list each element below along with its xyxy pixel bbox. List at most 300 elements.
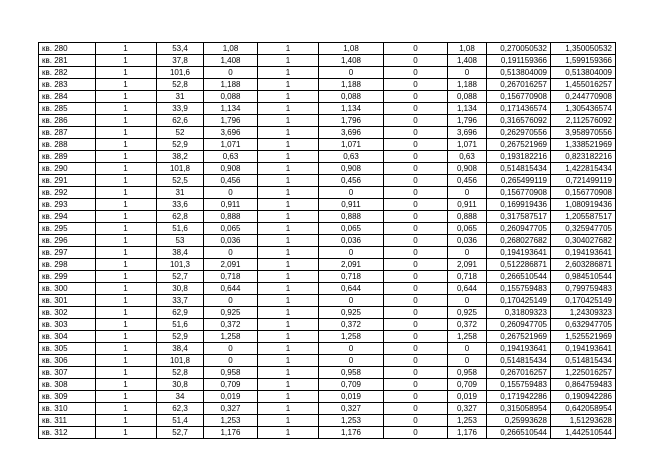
zero-cell: 0 — [384, 223, 448, 235]
table-row — [39, 175, 616, 187]
count-cell: 1 — [96, 307, 157, 319]
total-cell: 1,225016257 — [551, 367, 616, 379]
total-cell: 0,514815434 — [551, 355, 616, 367]
coef-cell: 1 — [258, 367, 319, 379]
area-cell: 37,8 — [157, 55, 204, 67]
value3-cell: 0,718 — [448, 271, 487, 283]
value3-cell: 0 — [448, 187, 487, 199]
count-cell: 1 — [96, 139, 157, 151]
share-cell: 0,265499119 — [487, 175, 551, 187]
value2-cell: 0,019 — [319, 391, 384, 403]
table-row — [39, 235, 616, 247]
zero-cell: 0 — [384, 235, 448, 247]
zero-cell: 0 — [384, 211, 448, 223]
count-cell: 1 — [96, 319, 157, 331]
apartment-cell: кв. 308 — [39, 379, 96, 391]
value2-cell: 0,644 — [319, 283, 384, 295]
total-cell: 2,112576092 — [551, 115, 616, 127]
area-cell: 33,7 — [157, 295, 204, 307]
total-cell: 1,205587517 — [551, 211, 616, 223]
count-cell: 1 — [96, 79, 157, 91]
table-body — [39, 43, 616, 439]
table-row — [39, 55, 616, 67]
share-cell: 0,156770908 — [487, 187, 551, 199]
zero-cell: 0 — [384, 247, 448, 259]
value3-cell: 0,327 — [448, 403, 487, 415]
apartment-cell: кв. 288 — [39, 139, 96, 151]
share-cell: 0,262970556 — [487, 127, 551, 139]
zero-cell: 0 — [384, 67, 448, 79]
apartment-cell: кв. 281 — [39, 55, 96, 67]
area-cell: 62,3 — [157, 403, 204, 415]
area-cell: 52,9 — [157, 331, 204, 343]
coef-cell: 1 — [258, 427, 319, 439]
apartment-cell: кв. 304 — [39, 331, 96, 343]
apartment-cell: кв. 300 — [39, 283, 96, 295]
value3-cell: 0 — [448, 343, 487, 355]
value3-cell: 0,958 — [448, 367, 487, 379]
coef-cell: 1 — [258, 235, 319, 247]
zero-cell: 0 — [384, 307, 448, 319]
zero-cell: 0 — [384, 319, 448, 331]
count-cell: 1 — [96, 271, 157, 283]
apartment-cell: кв. 289 — [39, 151, 96, 163]
total-cell: 0,190942286 — [551, 391, 616, 403]
total-cell: 1,24309323 — [551, 307, 616, 319]
apartment-cell: кв. 302 — [39, 307, 96, 319]
apartment-cell: кв. 295 — [39, 223, 96, 235]
area-cell: 33,6 — [157, 199, 204, 211]
value2-cell: 1,796 — [319, 115, 384, 127]
share-cell: 0,155759483 — [487, 379, 551, 391]
count-cell: 1 — [96, 379, 157, 391]
value2-cell: 0,036 — [319, 235, 384, 247]
share-cell: 0,260947705 — [487, 223, 551, 235]
coef-cell: 1 — [258, 211, 319, 223]
value-cell: 0 — [204, 355, 258, 367]
value-cell: 1,188 — [204, 79, 258, 91]
value-cell: 1,176 — [204, 427, 258, 439]
count-cell: 1 — [96, 235, 157, 247]
value3-cell: 0,088 — [448, 91, 487, 103]
zero-cell: 0 — [384, 295, 448, 307]
value-cell: 0,911 — [204, 199, 258, 211]
value-cell: 1,253 — [204, 415, 258, 427]
share-cell: 0,194193641 — [487, 343, 551, 355]
coef-cell: 1 — [258, 247, 319, 259]
count-cell: 1 — [96, 187, 157, 199]
value-cell: 0 — [204, 343, 258, 355]
coef-cell: 1 — [258, 415, 319, 427]
value3-cell: 2,091 — [448, 259, 487, 271]
table-row — [39, 355, 616, 367]
table-row — [39, 295, 616, 307]
share-cell: 0,512286871 — [487, 259, 551, 271]
share-cell: 0,315058954 — [487, 403, 551, 415]
value2-cell: 1,188 — [319, 79, 384, 91]
count-cell: 1 — [96, 103, 157, 115]
area-cell: 38,2 — [157, 151, 204, 163]
apartment-cell: кв. 280 — [39, 43, 96, 55]
table-row — [39, 127, 616, 139]
value2-cell: 1,134 — [319, 103, 384, 115]
table-row — [39, 163, 616, 175]
value2-cell: 0,088 — [319, 91, 384, 103]
count-cell: 1 — [96, 331, 157, 343]
value3-cell: 1,408 — [448, 55, 487, 67]
share-cell: 0,514815434 — [487, 163, 551, 175]
value-cell: 0 — [204, 295, 258, 307]
zero-cell: 0 — [384, 127, 448, 139]
value2-cell: 0 — [319, 67, 384, 79]
count-cell: 1 — [96, 223, 157, 235]
value3-cell: 0 — [448, 355, 487, 367]
total-cell: 2,603286871 — [551, 259, 616, 271]
share-cell: 0,266510544 — [487, 427, 551, 439]
zero-cell: 0 — [384, 79, 448, 91]
value3-cell: 0,911 — [448, 199, 487, 211]
apartment-cell: кв. 299 — [39, 271, 96, 283]
apartment-cell: кв. 287 — [39, 127, 96, 139]
coef-cell: 1 — [258, 103, 319, 115]
coef-cell: 1 — [258, 79, 319, 91]
value2-cell: 0,327 — [319, 403, 384, 415]
total-cell: 0,642058954 — [551, 403, 616, 415]
share-cell: 0,31809323 — [487, 307, 551, 319]
value-cell: 0,709 — [204, 379, 258, 391]
total-cell: 0,799759483 — [551, 283, 616, 295]
coef-cell: 1 — [258, 307, 319, 319]
table-row — [39, 343, 616, 355]
table-row — [39, 103, 616, 115]
table-row — [39, 331, 616, 343]
area-cell: 30,8 — [157, 379, 204, 391]
table-row — [39, 391, 616, 403]
total-cell: 0,325947705 — [551, 223, 616, 235]
coef-cell: 1 — [258, 379, 319, 391]
value2-cell: 1,071 — [319, 139, 384, 151]
table-row — [39, 427, 616, 439]
coef-cell: 1 — [258, 115, 319, 127]
count-cell: 1 — [96, 175, 157, 187]
total-cell: 1,350050532 — [551, 43, 616, 55]
value-cell: 0 — [204, 247, 258, 259]
count-cell: 1 — [96, 283, 157, 295]
total-cell: 0,984510544 — [551, 271, 616, 283]
coef-cell: 1 — [258, 331, 319, 343]
count-cell: 1 — [96, 247, 157, 259]
total-cell: 0,864759483 — [551, 379, 616, 391]
value2-cell: 0,456 — [319, 175, 384, 187]
value-cell: 1,08 — [204, 43, 258, 55]
share-cell: 0,171436574 — [487, 103, 551, 115]
area-cell: 52,7 — [157, 271, 204, 283]
apartment-cell: кв. 294 — [39, 211, 96, 223]
table-row — [39, 247, 616, 259]
zero-cell: 0 — [384, 391, 448, 403]
zero-cell: 0 — [384, 199, 448, 211]
value2-cell: 0,63 — [319, 151, 384, 163]
data-table — [38, 42, 616, 439]
count-cell: 1 — [96, 91, 157, 103]
zero-cell: 0 — [384, 187, 448, 199]
coef-cell: 1 — [258, 355, 319, 367]
zero-cell: 0 — [384, 151, 448, 163]
count-cell: 1 — [96, 115, 157, 127]
total-cell: 0,244770908 — [551, 91, 616, 103]
apartment-cell: кв. 292 — [39, 187, 96, 199]
area-cell: 101,6 — [157, 67, 204, 79]
count-cell: 1 — [96, 403, 157, 415]
value2-cell: 1,176 — [319, 427, 384, 439]
value-cell: 0,958 — [204, 367, 258, 379]
total-cell: 1,51293628 — [551, 415, 616, 427]
coef-cell: 1 — [258, 259, 319, 271]
zero-cell: 0 — [384, 403, 448, 415]
share-cell: 0,270050532 — [487, 43, 551, 55]
value-cell: 0,019 — [204, 391, 258, 403]
value-cell: 0,088 — [204, 91, 258, 103]
value3-cell: 1,176 — [448, 427, 487, 439]
apartment-cell: кв. 282 — [39, 67, 96, 79]
apartment-cell: кв. 285 — [39, 103, 96, 115]
value2-cell: 0,911 — [319, 199, 384, 211]
value2-cell: 1,408 — [319, 55, 384, 67]
value2-cell: 1,258 — [319, 331, 384, 343]
value2-cell: 0,925 — [319, 307, 384, 319]
apartment-cell: кв. 283 — [39, 79, 96, 91]
coef-cell: 1 — [258, 403, 319, 415]
apartment-cell: кв. 298 — [39, 259, 96, 271]
table-row — [39, 115, 616, 127]
total-cell: 1,422815434 — [551, 163, 616, 175]
apartment-cell: кв. 301 — [39, 295, 96, 307]
value3-cell: 0 — [448, 67, 487, 79]
value-cell: 3,696 — [204, 127, 258, 139]
share-cell: 0,514815434 — [487, 355, 551, 367]
zero-cell: 0 — [384, 283, 448, 295]
apartment-cell: кв. 303 — [39, 319, 96, 331]
count-cell: 1 — [96, 367, 157, 379]
table-row — [39, 307, 616, 319]
value-cell: 0,036 — [204, 235, 258, 247]
table-row — [39, 259, 616, 271]
coef-cell: 1 — [258, 187, 319, 199]
total-cell: 3,958970556 — [551, 127, 616, 139]
apartment-cell: кв. 307 — [39, 367, 96, 379]
total-cell: 0,632947705 — [551, 319, 616, 331]
coef-cell: 1 — [258, 151, 319, 163]
value2-cell: 1,08 — [319, 43, 384, 55]
zero-cell: 0 — [384, 355, 448, 367]
count-cell: 1 — [96, 355, 157, 367]
coef-cell: 1 — [258, 319, 319, 331]
value3-cell: 0,372 — [448, 319, 487, 331]
share-cell: 0,266510544 — [487, 271, 551, 283]
value-cell: 0,644 — [204, 283, 258, 295]
share-cell: 0,513804009 — [487, 67, 551, 79]
value-cell: 0,327 — [204, 403, 258, 415]
table-row — [39, 139, 616, 151]
value3-cell: 1,253 — [448, 415, 487, 427]
coef-cell: 1 — [258, 91, 319, 103]
count-cell: 1 — [96, 391, 157, 403]
share-cell: 0,193182216 — [487, 151, 551, 163]
coef-cell: 1 — [258, 175, 319, 187]
value2-cell: 0,888 — [319, 211, 384, 223]
zero-cell: 0 — [384, 415, 448, 427]
table-row — [39, 43, 616, 55]
value3-cell: 0,019 — [448, 391, 487, 403]
spreadsheet-page — [38, 42, 615, 439]
value2-cell: 0,718 — [319, 271, 384, 283]
area-cell: 38,4 — [157, 343, 204, 355]
count-cell: 1 — [96, 427, 157, 439]
area-cell: 52,7 — [157, 427, 204, 439]
table-row — [39, 367, 616, 379]
value-cell: 2,091 — [204, 259, 258, 271]
total-cell: 0,156770908 — [551, 187, 616, 199]
value3-cell: 1,258 — [448, 331, 487, 343]
zero-cell: 0 — [384, 271, 448, 283]
zero-cell: 0 — [384, 379, 448, 391]
count-cell: 1 — [96, 295, 157, 307]
share-cell: 0,268027682 — [487, 235, 551, 247]
count-cell: 1 — [96, 343, 157, 355]
count-cell: 1 — [96, 163, 157, 175]
value-cell: 0,372 — [204, 319, 258, 331]
value3-cell: 3,696 — [448, 127, 487, 139]
table-row — [39, 67, 616, 79]
value-cell: 0,63 — [204, 151, 258, 163]
area-cell: 62,8 — [157, 211, 204, 223]
area-cell: 52,9 — [157, 139, 204, 151]
total-cell: 0,721499119 — [551, 175, 616, 187]
total-cell: 1,338521969 — [551, 139, 616, 151]
value2-cell: 0 — [319, 187, 384, 199]
share-cell: 0,170425149 — [487, 295, 551, 307]
table-row — [39, 283, 616, 295]
area-cell: 51,4 — [157, 415, 204, 427]
table-row — [39, 79, 616, 91]
area-cell: 101,8 — [157, 163, 204, 175]
value3-cell: 1,188 — [448, 79, 487, 91]
table-row — [39, 91, 616, 103]
area-cell: 51,6 — [157, 223, 204, 235]
share-cell: 0,267016257 — [487, 367, 551, 379]
value2-cell: 0,065 — [319, 223, 384, 235]
area-cell: 52,8 — [157, 367, 204, 379]
value-cell: 0,908 — [204, 163, 258, 175]
coef-cell: 1 — [258, 139, 319, 151]
value-cell: 1,071 — [204, 139, 258, 151]
count-cell: 1 — [96, 67, 157, 79]
table-row — [39, 271, 616, 283]
area-cell: 53,4 — [157, 43, 204, 55]
apartment-cell: кв. 286 — [39, 115, 96, 127]
apartment-cell: кв. 284 — [39, 91, 96, 103]
value3-cell: 1,796 — [448, 115, 487, 127]
zero-cell: 0 — [384, 175, 448, 187]
value3-cell: 0 — [448, 247, 487, 259]
count-cell: 1 — [96, 151, 157, 163]
table-row — [39, 199, 616, 211]
total-cell: 1,080919436 — [551, 199, 616, 211]
area-cell: 38,4 — [157, 247, 204, 259]
table-row — [39, 403, 616, 415]
zero-cell: 0 — [384, 115, 448, 127]
table-row — [39, 151, 616, 163]
value3-cell: 0,709 — [448, 379, 487, 391]
zero-cell: 0 — [384, 43, 448, 55]
coef-cell: 1 — [258, 67, 319, 79]
value3-cell: 0,065 — [448, 223, 487, 235]
table-row — [39, 223, 616, 235]
total-cell: 1,525521969 — [551, 331, 616, 343]
area-cell: 62,6 — [157, 115, 204, 127]
apartment-cell: кв. 290 — [39, 163, 96, 175]
share-cell: 0,260947705 — [487, 319, 551, 331]
value-cell: 0,888 — [204, 211, 258, 223]
share-cell: 0,156770908 — [487, 91, 551, 103]
coef-cell: 1 — [258, 283, 319, 295]
share-cell: 0,171942286 — [487, 391, 551, 403]
zero-cell: 0 — [384, 367, 448, 379]
value3-cell: 0,888 — [448, 211, 487, 223]
total-cell: 1,442510544 — [551, 427, 616, 439]
area-cell: 62,9 — [157, 307, 204, 319]
share-cell: 0,155759483 — [487, 283, 551, 295]
value-cell: 0,065 — [204, 223, 258, 235]
zero-cell: 0 — [384, 103, 448, 115]
table-row — [39, 415, 616, 427]
area-cell: 33,9 — [157, 103, 204, 115]
value2-cell: 0,908 — [319, 163, 384, 175]
apartment-cell: кв. 305 — [39, 343, 96, 355]
value3-cell: 1,134 — [448, 103, 487, 115]
value-cell: 0 — [204, 187, 258, 199]
apartment-cell: кв. 296 — [39, 235, 96, 247]
area-cell: 34 — [157, 391, 204, 403]
count-cell: 1 — [96, 127, 157, 139]
apartment-cell: кв. 291 — [39, 175, 96, 187]
value-cell: 1,796 — [204, 115, 258, 127]
coef-cell: 1 — [258, 199, 319, 211]
total-cell: 0,513804009 — [551, 67, 616, 79]
value2-cell: 0,372 — [319, 319, 384, 331]
zero-cell: 0 — [384, 55, 448, 67]
total-cell: 0,823182216 — [551, 151, 616, 163]
total-cell: 0,194193641 — [551, 343, 616, 355]
total-cell: 0,194193641 — [551, 247, 616, 259]
apartment-cell: кв. 310 — [39, 403, 96, 415]
value-cell: 0 — [204, 67, 258, 79]
share-cell: 0,317587517 — [487, 211, 551, 223]
area-cell: 31 — [157, 91, 204, 103]
coef-cell: 1 — [258, 295, 319, 307]
share-cell: 0,316576092 — [487, 115, 551, 127]
count-cell: 1 — [96, 55, 157, 67]
value-cell: 0,718 — [204, 271, 258, 283]
area-cell: 101,8 — [157, 355, 204, 367]
area-cell: 52,5 — [157, 175, 204, 187]
apartment-cell: кв. 306 — [39, 355, 96, 367]
count-cell: 1 — [96, 415, 157, 427]
total-cell: 0,304027682 — [551, 235, 616, 247]
total-cell: 1,455016257 — [551, 79, 616, 91]
table-row — [39, 379, 616, 391]
value2-cell: 0 — [319, 355, 384, 367]
